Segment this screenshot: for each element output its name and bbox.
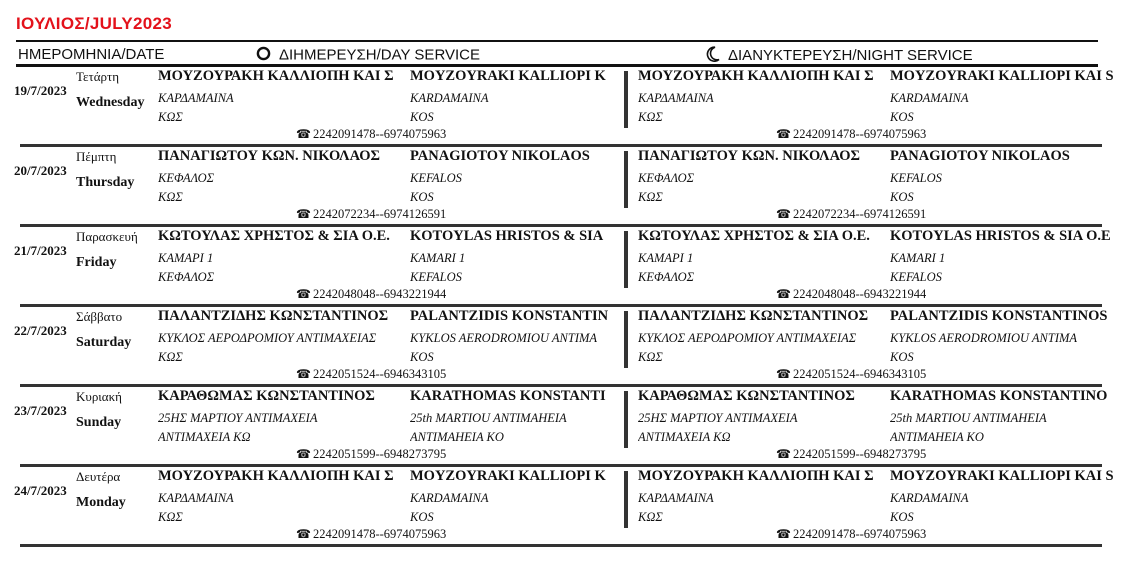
day-phone-number: 2242051599--6948273795 <box>312 447 447 461</box>
night-phone-number: 2242091478--6974075963 <box>792 127 927 141</box>
night-address-line2-greek: ΚΕΦΑΛΟΣ <box>638 270 695 284</box>
phone-icon: ☎ <box>776 367 791 381</box>
header-night-label: ΔΙΑΝΥΚΤΕΡΕΥΣΗ/NIGHT SERVICE <box>728 46 973 64</box>
night-phone <box>776 527 926 542</box>
row-day-english: Friday <box>76 255 117 270</box>
day-address-line2-greek: ΚΩΣ <box>158 190 183 204</box>
schedule-row <box>0 227 1124 307</box>
night-phone <box>776 367 926 382</box>
day-pharmacy-name-english: PALANTZIDIS KONSTANTIN <box>410 308 609 324</box>
schedule-row <box>0 67 1124 147</box>
night-pharmacy-name-english: KARATHOMAS KONSTANTINO <box>890 388 1108 404</box>
row-day-english: Sunday <box>76 415 122 430</box>
day-address-line2-greek: ΚΩΣ <box>158 110 183 124</box>
night-phone <box>776 207 926 222</box>
day-phone-number: 2242048048--6943221944 <box>312 287 447 301</box>
row-day-greek: Παρασκευή <box>76 229 138 244</box>
header-top-rule <box>16 40 1098 42</box>
night-phone-number: 2242048048--6943221944 <box>792 287 927 301</box>
row-day-greek: Πέμπτη <box>76 149 117 164</box>
row-date: 22/7/2023 <box>14 323 67 338</box>
row-date: 23/7/2023 <box>14 403 67 418</box>
row-date: 24/7/2023 <box>14 483 67 498</box>
night-address-line1-english: KARDAMAINA <box>890 491 969 505</box>
night-phone-number: 2242091478--6974075963 <box>792 527 927 541</box>
night-phone-number: 2242051599--6948273795 <box>792 447 927 461</box>
day-pharmacy-name-english: PANAGIOTOY NIKOLAOS <box>410 148 590 164</box>
column-divider <box>624 71 628 128</box>
day-pharmacy-name-english: KOTOYLAS HRISTOS & SIA <box>410 228 604 244</box>
day-pharmacy-name-english: MOYZOYRAKI KALLIOPI K <box>410 468 606 484</box>
night-pharmacy-name-greek: ΜΟΥΖΟΥΡΑΚΗ ΚΑΛΛΙΟΠΗ ΚΑΙ Σ <box>638 468 874 484</box>
day-phone <box>296 287 446 302</box>
night-address-line2-english: KEFALOS <box>890 270 942 284</box>
night-address-line1-english: 25th MARTIOU ANTIMAHEIA <box>890 411 1047 425</box>
day-address-line1-greek: ΚΑΡΔΑΜΑΙΝΑ <box>158 491 234 505</box>
row-day-english: Wednesday <box>76 95 145 110</box>
phone-icon: ☎ <box>296 207 311 221</box>
night-address-line1-greek: ΚΑΡΔΑΜΑΙΝΑ <box>638 491 714 505</box>
day-phone-number: 2242051524--6946343105 <box>312 367 447 381</box>
night-address-line2-greek: ΑΝΤΙΜΑΧΕΙΑ ΚΩ <box>638 430 731 444</box>
day-pharmacy-name-greek: ΜΟΥΖΟΥΡΑΚΗ ΚΑΛΛΙΟΠΗ ΚΑΙ Σ <box>158 468 394 484</box>
row-day-greek: Δευτέρα <box>76 469 121 484</box>
night-address-line1-english: KARDAMAINA <box>890 91 969 105</box>
header-day-label: ΔΙΗΜΕΡΕΥΣΗ/DAY SERVICE <box>279 46 481 64</box>
day-address-line1-english: KARDAMAINA <box>410 491 489 505</box>
day-address-line2-english: ANTIMAHEIA KO <box>410 430 504 444</box>
row-day-greek: Σάββατο <box>76 309 123 324</box>
phone-icon: ☎ <box>776 527 791 541</box>
column-divider <box>624 391 628 448</box>
day-address-line2-english: KOS <box>410 110 434 124</box>
day-address-line1-greek: ΚΑΡΔΑΜΑΙΝΑ <box>158 91 234 105</box>
day-pharmacy-name-greek: ΠΑΛΑΝΤΖΙΔΗΣ ΚΩΝΣΤΑΝΤΙΝΟΣ <box>158 308 389 324</box>
night-address-line1-greek: 25ΗΣ ΜΑΡΤΙΟΥ ΑΝΤΙΜΑΧΕΙΑ <box>638 411 798 425</box>
day-phone-number: 2242072234--6974126591 <box>312 207 447 221</box>
day-address-line1-greek: 25ΗΣ ΜΑΡΤΙΟΥ ΑΝΤΙΜΑΧΕΙΑ <box>158 411 318 425</box>
day-address-line1-english: KARDAMAINA <box>410 91 489 105</box>
schedule-row <box>0 467 1124 547</box>
day-pharmacy-name-english: MOYZOYRAKI KALLIOPI K <box>410 68 606 84</box>
sun-circle-icon <box>256 46 271 65</box>
column-divider <box>624 151 628 208</box>
night-pharmacy-name-greek: ΠΑΛΑΝΤΖΙΔΗΣ ΚΩΝΣΤΑΝΤΙΝΟΣ <box>638 308 869 324</box>
night-address-line2-english: KOS <box>890 510 914 524</box>
night-address-line1-greek: ΚΑΜΑΡΙ 1 <box>638 251 694 265</box>
row-day-english: Saturday <box>76 335 132 350</box>
row-date: 20/7/2023 <box>14 163 67 178</box>
night-phone-number: 2242072234--6974126591 <box>792 207 927 221</box>
day-address-line1-english: KEFALOS <box>410 171 462 185</box>
night-address-line1-english: KEFALOS <box>890 171 942 185</box>
row-day-english: Thursday <box>76 175 135 190</box>
night-address-line2-english: ANTIMAHEIA KO <box>890 430 984 444</box>
day-address-line1-english: KYKLOS AERODROMIOU ANTIMA <box>410 331 598 345</box>
crescent-moon-icon <box>706 46 720 66</box>
night-pharmacy-name-greek: ΚΑΡΑΘΩΜΑΣ ΚΩΝΣΤΑΝΤΙΝΟΣ <box>638 388 855 404</box>
day-address-line2-english: KOS <box>410 510 434 524</box>
night-phone <box>776 127 926 142</box>
day-address-line2-english: KEFALOS <box>410 270 462 284</box>
row-day-greek: Τετάρτη <box>76 69 120 84</box>
phone-icon: ☎ <box>296 367 311 381</box>
night-address-line1-english: KAMARI 1 <box>890 251 946 265</box>
day-address-line2-greek: ΚΕΦΑΛΟΣ <box>158 270 215 284</box>
night-phone <box>776 287 926 302</box>
day-phone-number: 2242091478--6974075963 <box>312 527 447 541</box>
night-address-line1-greek: ΚΕΦΑΛΟΣ <box>638 171 695 185</box>
column-divider <box>624 231 628 288</box>
column-divider <box>624 311 628 368</box>
day-phone <box>296 127 446 142</box>
day-phone-number: 2242091478--6974075963 <box>312 127 447 141</box>
night-address-line1-greek: ΚΑΡΔΑΜΑΙΝΑ <box>638 91 714 105</box>
day-address-line2-greek: ΚΩΣ <box>158 510 183 524</box>
day-address-line1-greek: ΚΑΜΑΡΙ 1 <box>158 251 214 265</box>
phone-icon: ☎ <box>296 287 311 301</box>
day-address-line2-greek: ΑΝΤΙΜΑΧΕΙΑ ΚΩ <box>158 430 251 444</box>
day-address-line1-english: 25th MARTIOU ANTIMAHEIA <box>410 411 567 425</box>
day-phone <box>296 367 446 382</box>
day-pharmacy-name-greek: ΜΟΥΖΟΥΡΑΚΗ ΚΑΛΛΙΟΠΗ ΚΑΙ Σ <box>158 68 394 84</box>
phone-icon: ☎ <box>296 127 311 141</box>
day-phone <box>296 207 446 222</box>
night-pharmacy-name-greek: ΠΑΝΑΓΙΩΤΟΥ ΚΩΝ. ΝΙΚΟΛΑΟΣ <box>638 148 860 164</box>
day-address-line2-english: KOS <box>410 190 434 204</box>
night-pharmacy-name-english: PANAGIOTOY NIKOLAOS <box>890 148 1070 164</box>
schedule-row <box>0 307 1124 387</box>
phone-icon: ☎ <box>296 447 311 461</box>
day-phone <box>296 527 446 542</box>
row-day-english: Monday <box>76 495 126 510</box>
header-night-service <box>706 46 973 66</box>
day-phone <box>296 447 446 462</box>
day-pharmacy-name-greek: ΠΑΝΑΓΙΩΤΟΥ ΚΩΝ. ΝΙΚΟΛΑΟΣ <box>158 148 380 164</box>
day-address-line1-greek: ΚΕΦΑΛΟΣ <box>158 171 215 185</box>
day-pharmacy-name-greek: ΚΑΡΑΘΩΜΑΣ ΚΩΝΣΤΑΝΤΙΝΟΣ <box>158 388 375 404</box>
page-title: ΙΟΥΛΙΟΣ/JULY2023 <box>16 14 172 33</box>
phone-icon: ☎ <box>776 447 791 461</box>
header-day-service <box>256 46 480 65</box>
night-phone <box>776 447 926 462</box>
schedule-row <box>0 387 1124 467</box>
phone-icon: ☎ <box>776 127 791 141</box>
night-address-line1-greek: ΚΥΚΛΟΣ ΑΕΡΟΔΡΟΜΙΟΥ ΑΝΤΙΜΑΧΕΙΑΣ <box>638 331 857 345</box>
night-address-line2-greek: ΚΩΣ <box>638 190 663 204</box>
day-address-line2-greek: ΚΩΣ <box>158 350 183 364</box>
night-address-line1-english: KYKLOS AERODROMIOU ANTIMA <box>890 331 1078 345</box>
night-pharmacy-name-english: PALANTZIDIS KONSTANTINOS <box>890 308 1108 324</box>
night-pharmacy-name-english: KOTOYLAS HRISTOS & SIA O.E <box>890 228 1111 244</box>
night-address-line2-english: KOS <box>890 190 914 204</box>
day-address-line1-english: KAMARI 1 <box>410 251 466 265</box>
day-address-line1-greek: ΚΥΚΛΟΣ ΑΕΡΟΔΡΟΜΙΟΥ ΑΝΤΙΜΑΧΕΙΑΣ <box>158 331 377 345</box>
schedule-row <box>0 147 1124 227</box>
column-divider <box>624 471 628 528</box>
night-pharmacy-name-english: MOYZOYRAKI KALLIOPI KAI S <box>890 68 1114 84</box>
night-phone-number: 2242051524--6946343105 <box>792 367 927 381</box>
night-address-line2-greek: ΚΩΣ <box>638 510 663 524</box>
night-address-line2-english: KOS <box>890 110 914 124</box>
day-address-line2-english: KOS <box>410 350 434 364</box>
night-address-line2-greek: ΚΩΣ <box>638 110 663 124</box>
night-address-line2-greek: ΚΩΣ <box>638 350 663 364</box>
day-pharmacy-name-english: KARATHOMAS KONSTANTI <box>410 388 606 404</box>
night-pharmacy-name-greek: ΚΩΤΟΥΛΑΣ ΧΡΗΣΤΟΣ & ΣΙΑ Ο.Ε. <box>638 228 870 244</box>
row-separator <box>20 544 1102 547</box>
row-date: 21/7/2023 <box>14 243 67 258</box>
night-pharmacy-name-english: MOYZOYRAKI KALLIOPI KAI S <box>890 468 1114 484</box>
day-pharmacy-name-greek: ΚΩΤΟΥΛΑΣ ΧΡΗΣΤΟΣ & ΣΙΑ Ο.Ε. <box>158 228 390 244</box>
row-date: 19/7/2023 <box>14 83 67 98</box>
row-day-greek: Κυριακή <box>76 389 122 404</box>
phone-icon: ☎ <box>776 287 791 301</box>
night-pharmacy-name-greek: ΜΟΥΖΟΥΡΑΚΗ ΚΑΛΛΙΟΠΗ ΚΑΙ Σ <box>638 68 874 84</box>
header-date-label: ΗΜΕΡΟΜΗΝΙΑ/DATE <box>18 46 165 63</box>
phone-icon: ☎ <box>296 527 311 541</box>
night-address-line2-english: KOS <box>890 350 914 364</box>
phone-icon: ☎ <box>776 207 791 221</box>
